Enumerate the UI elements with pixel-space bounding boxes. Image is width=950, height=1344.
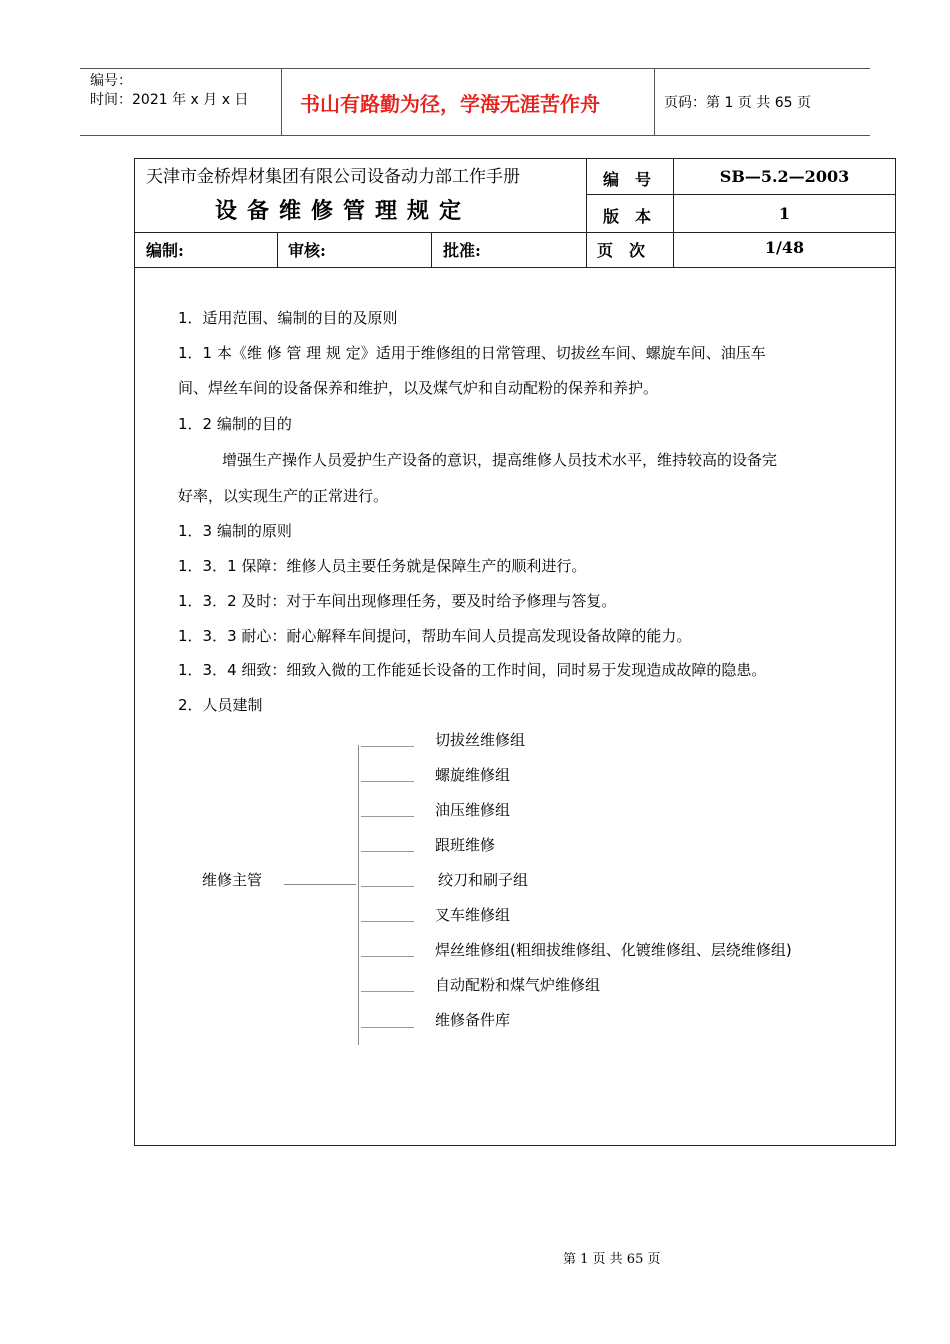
org-root-supervisor: 维修主管	[202, 871, 263, 889]
org-branch-line	[361, 886, 414, 887]
section-1-3-1: 1．3．1 保障：维修人员主要任务就是保障生产的顺利进行。	[178, 557, 587, 575]
section-1-3-title: 1．3 编制的原则	[178, 522, 292, 540]
section-1-3-2: 1．3．2 及时：对于车间出现修理任务，要及时给予修理与答复。	[178, 592, 617, 610]
header-divider-right	[654, 69, 655, 136]
org-root-connector	[284, 884, 356, 885]
footer-page-number: 第 1 页 共 65 页	[563, 1252, 661, 1267]
section-1-2-line1: 增强生产操作人员爱护生产设备的意识，提高维修人员技术水平，维持较高的设备完	[222, 451, 778, 469]
org-node: 绞刀和刷子组	[438, 871, 529, 889]
table-col-approve	[431, 232, 432, 267]
org-branch-line	[361, 781, 414, 782]
compiled-by-label: 编制:	[146, 241, 184, 260]
page-value: 1/48	[764, 238, 805, 257]
table-col-review	[277, 232, 278, 267]
org-branch-line	[361, 746, 414, 747]
org-node: 自动配粉和煤气炉维修组	[435, 976, 601, 994]
table-rule-right-mid	[586, 194, 896, 195]
section-1-2-title: 1．2 编制的目的	[178, 415, 292, 433]
section-1-1-line1: 1．1 本《维 修 管 理 规 定》适用于维修组的日常管理、切拔丝车间、螺旋车间、油压车	[178, 344, 766, 362]
document-title: 设备维修管理规定	[215, 198, 472, 224]
section-1-title: 1．适用范围、编制的目的及原则	[178, 309, 398, 327]
org-branch-line	[361, 816, 414, 817]
header-page-info: 页码：第 1 页 共 65 页	[664, 95, 811, 111]
table-rule-sign-bottom	[134, 267, 896, 268]
version-label: 版 本	[603, 207, 652, 226]
header-divider-left	[281, 69, 282, 136]
org-node: 螺旋维修组	[435, 766, 511, 784]
org-branch-line	[361, 1027, 414, 1028]
section-1-3-3: 1．3．3 耐心：耐心解释车间提问，帮助车间人员提高发现设备故障的能力。	[178, 627, 692, 645]
table-col-label	[586, 158, 587, 267]
org-node: 维修备件库	[435, 1011, 511, 1029]
section-1-2-line2: 好率，以实现生产的正常进行。	[178, 487, 389, 505]
org-node: 切拔丝维修组	[435, 731, 526, 749]
section-1-3-4: 1．3．4 细致：细致入微的工作能延长设备的工作时间，同时易于发现造成故障的隐患。	[178, 661, 767, 679]
number-label: 编 号	[603, 170, 652, 189]
header-top-rule	[80, 68, 870, 69]
org-branch-line	[361, 956, 414, 957]
org-node: 叉车维修组	[435, 906, 511, 924]
org-node: 跟班维修	[435, 836, 496, 854]
number-value: SB—5.2—2003	[719, 167, 850, 186]
org-node: 油压维修组	[435, 801, 511, 819]
org-branch-line	[361, 921, 414, 922]
reviewed-by-label: 审核:	[288, 241, 326, 260]
header-bottom-rule	[80, 135, 870, 136]
org-branch-line	[361, 851, 414, 852]
company-manual-title: 天津市金桥焊材集团有限公司设备动力部工作手册	[146, 167, 520, 187]
table-rule-title-bottom	[134, 232, 896, 233]
page-label: 页 次	[597, 241, 646, 260]
section-2-title: 2．人员建制	[178, 696, 263, 714]
approved-by-label: 批准:	[443, 241, 481, 260]
org-node: 焊丝维修组(粗细拔维修组、化镀维修组、层绕维修组)	[435, 941, 792, 959]
header-motto: 书山有路勤为径，学海无涯苦作舟	[300, 92, 600, 116]
version-value: 1	[778, 204, 791, 223]
org-branch-line	[361, 991, 414, 992]
header-time-label: 时间：2021 年 x 月 x 日	[90, 92, 249, 108]
org-trunk-line	[358, 745, 359, 1045]
header-number-label: 编号：	[90, 73, 132, 89]
section-1-1-line2: 间、焊丝车间的设备保养和维护，以及煤气炉和自动配粉的保养和养护。	[178, 379, 659, 397]
